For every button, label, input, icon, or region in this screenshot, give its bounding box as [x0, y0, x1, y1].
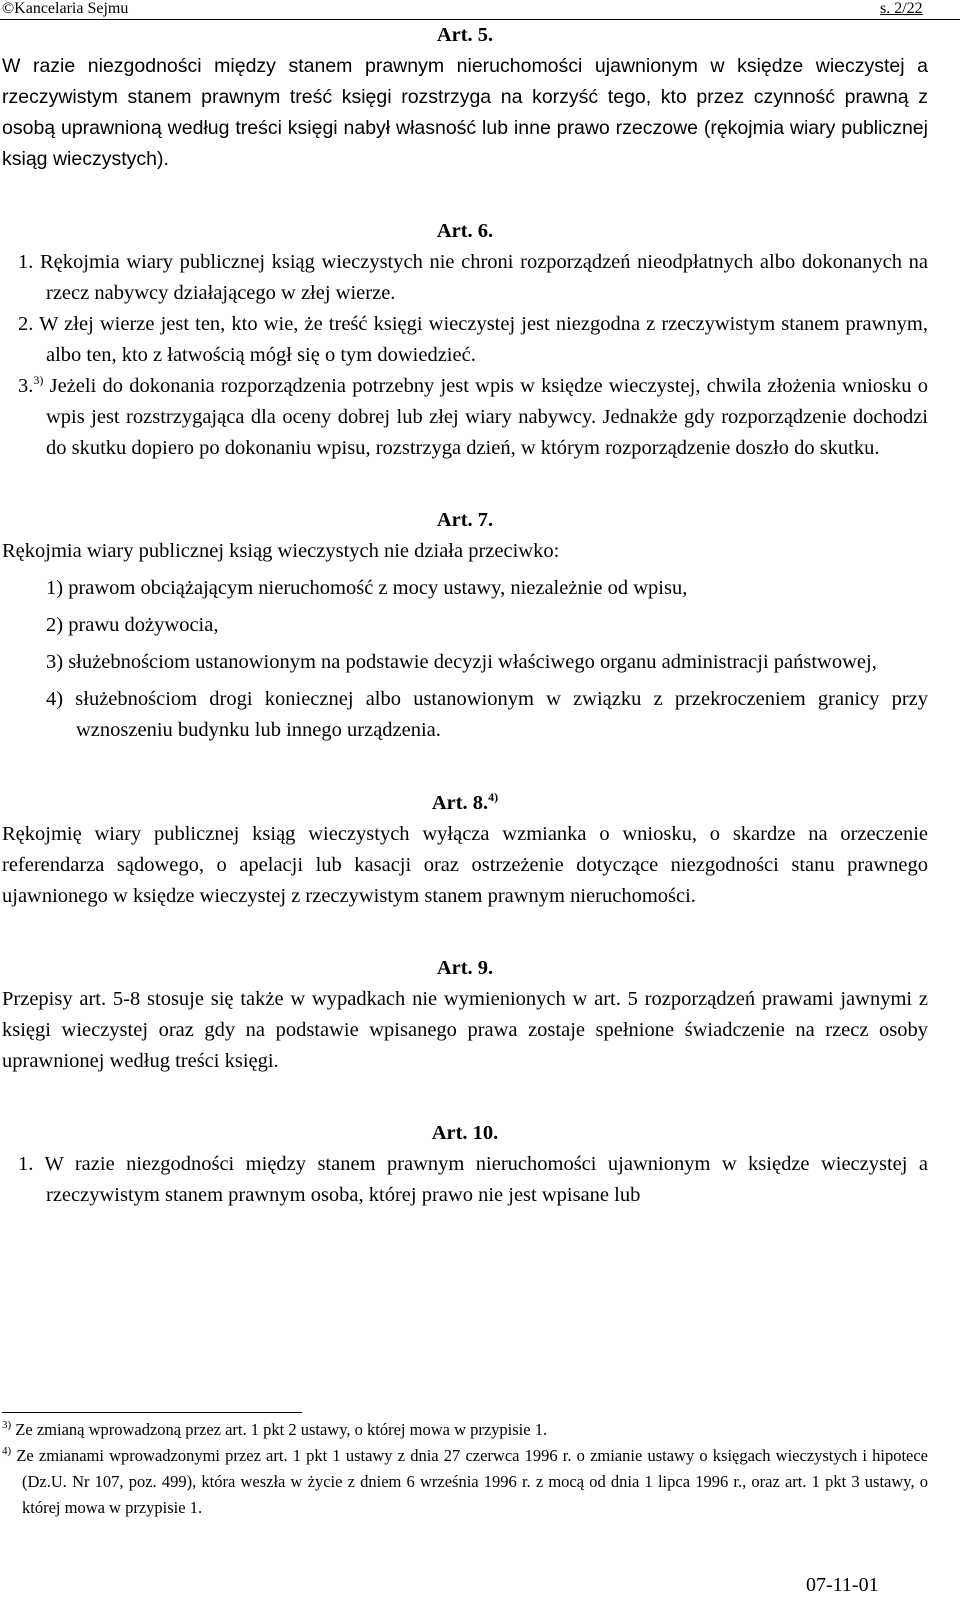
item-text: W złej wierze jest ten, kto wie, że treść księgi wieczystej jest niezgodna z rzeczywistym stanem prawnym, albo ten, kto z łatwością mógł się o tym dowiedzieć.: [39, 313, 928, 366]
article-5: [2, 20, 928, 175]
item-number: 4): [46, 688, 64, 710]
article-5-text: W razie niezgodności między stanem prawnym nieruchomości ujawnionym w księdze wieczystej a rzeczywistym stanem prawnym treść księgi rozstrzyga na korzyść tego, kto przez czynność prawną z osobą uprawnioną według treści księgi nabył własność lub inne prawo rzeczowe (rękojmia wiary publicznej ksiąg wieczystych).: [2, 55, 928, 170]
page-number-link[interactable]: s. 2/22: [880, 0, 923, 17]
page-header: [0, 0, 960, 22]
item-text: służebnościom drogi koniecznej albo ustanowionym w związku z przekroczeniem granicy przy wznoszeniu budynku lub innego urządzenia.: [75, 688, 928, 741]
item-number: 3): [46, 651, 64, 673]
article-6: [2, 216, 928, 464]
article-10-title: Art. 10.: [431, 1122, 499, 1144]
article-10: [2, 1118, 928, 1211]
footnote-marker: 3): [2, 1419, 12, 1431]
article-7-item-1: [2, 573, 928, 604]
item-text: Jeżeli do dokonania rozporządzenia potrzebny jest wpis w księdze wieczystej, chwila złożenia wniosku o wpis jest rozstrzygająca dla oceny dobrej lub złej wiary nabywcy. Jednakże gdy rozporządzenie dochodzi do skutku dopiero po dokonaniu wpisu, rozstrzyga dzień, w którym rozporządzenie doszło do skutku.: [46, 375, 928, 459]
footnotes: [2, 1412, 928, 1521]
item-number: 1): [46, 577, 64, 599]
item-number: 1.: [18, 1153, 34, 1175]
item-number: 2): [46, 614, 64, 636]
document-code: 07-11-01: [806, 1574, 879, 1596]
article-7-item-3: [2, 647, 928, 678]
article-6-item-2: [2, 309, 928, 371]
footnote-marker: 4): [2, 1445, 12, 1457]
article-9-text: Przepisy art. 5-8 stosuje się także w wypadkach nie wymienionych w art. 5 rozporządzeń prawami jawnymi z księgi wieczystej oraz gdy na podstawie wpisanego prawa zostaje spełnione świadczenie na rzecz osoby uprawnionej według treści księgi.: [2, 988, 928, 1072]
article-7-item-4: [2, 684, 928, 746]
article-9-title: Art. 9.: [436, 957, 494, 979]
item-text: Rękojmia wiary publicznej ksiąg wieczystych nie chroni rozporządzeń nieodpłatnych albo dokonanych na rzecz nabywcy działającego w złej wierze.: [40, 251, 928, 304]
article-6-item-3: [2, 371, 928, 464]
footnote-3: [2, 1417, 928, 1443]
article-7-intro: Rękojmia wiary publicznej ksiąg wieczystych nie działa przeciwko:: [2, 540, 560, 562]
article-10-item-1: [2, 1149, 928, 1211]
footnote-4: [2, 1443, 928, 1521]
item-text: prawu dożywocia,: [68, 614, 219, 636]
article-7: [2, 505, 928, 746]
item-text: służebnościom ustanowionym na podstawie decyzji właściwego organu administracji państwowej,: [68, 651, 877, 673]
item-text: W razie niezgodności między stanem prawnym nieruchomości ujawnionym w księdze wieczystej a rzeczywistym stanem prawnym osoba, której prawo nie jest wpisane lub: [44, 1153, 928, 1206]
footnote-text: Ze zmianami wprowadzonymi przez art. 1 pkt 1 ustawy z dnia 27 czerwca 1996 r. o zmianie ustawy o księgach wieczystych i hipotece (Dz.U. Nr 107, poz. 499), która weszła w życie z dniem 6 września 1996 r. z mocą od dnia 1 lipca 1996 r., oraz art. 1 pkt 3 ustawy, o której mowa w przypisie 1.: [16, 1446, 929, 1517]
article-8-title: Art. 8.$^{4)}$: [431, 790, 499, 814]
footnote-divider: [2, 1412, 302, 1413]
article-6-title: Art. 6.: [436, 220, 494, 242]
footnote-ref[interactable]: 4): [488, 790, 499, 804]
item-text: prawom obciążającym nieruchomość z mocy ustawy, niezależnie od wpisu,: [68, 577, 688, 599]
item-number: 2.: [18, 313, 34, 335]
article-9: [2, 953, 928, 1077]
item-number: 1.: [18, 251, 34, 273]
article-5-title: Art. 5.: [436, 24, 494, 46]
article-7-item-2: [2, 610, 928, 641]
document-body: [2, 20, 928, 1211]
article-6-item-1: [2, 247, 928, 309]
footnote-ref[interactable]: 3): [33, 373, 44, 387]
item-number: 3.: [18, 375, 34, 397]
article-8: [2, 788, 928, 912]
source-label: ©Kancelaria Sejmu: [2, 0, 129, 17]
article-8-text: Rękojmię wiary publicznej ksiąg wieczystych wyłącza wzmianka o wniosku, o skardze na orzeczenie referendarza sądowego, o apelacji lub kasacji oraz ostrzeżenie dotyczące niezgodności stanu prawnego ujawnionego w księdze wieczystej z rzeczywistym stanem prawnym nieruchomości.: [2, 823, 928, 907]
footnote-text: Ze zmianą wprowadzoną przez art. 1 pkt 2 ustawy, o której mowa w przypisie 1.: [15, 1420, 548, 1439]
article-7-title: Art. 7.: [436, 509, 494, 531]
